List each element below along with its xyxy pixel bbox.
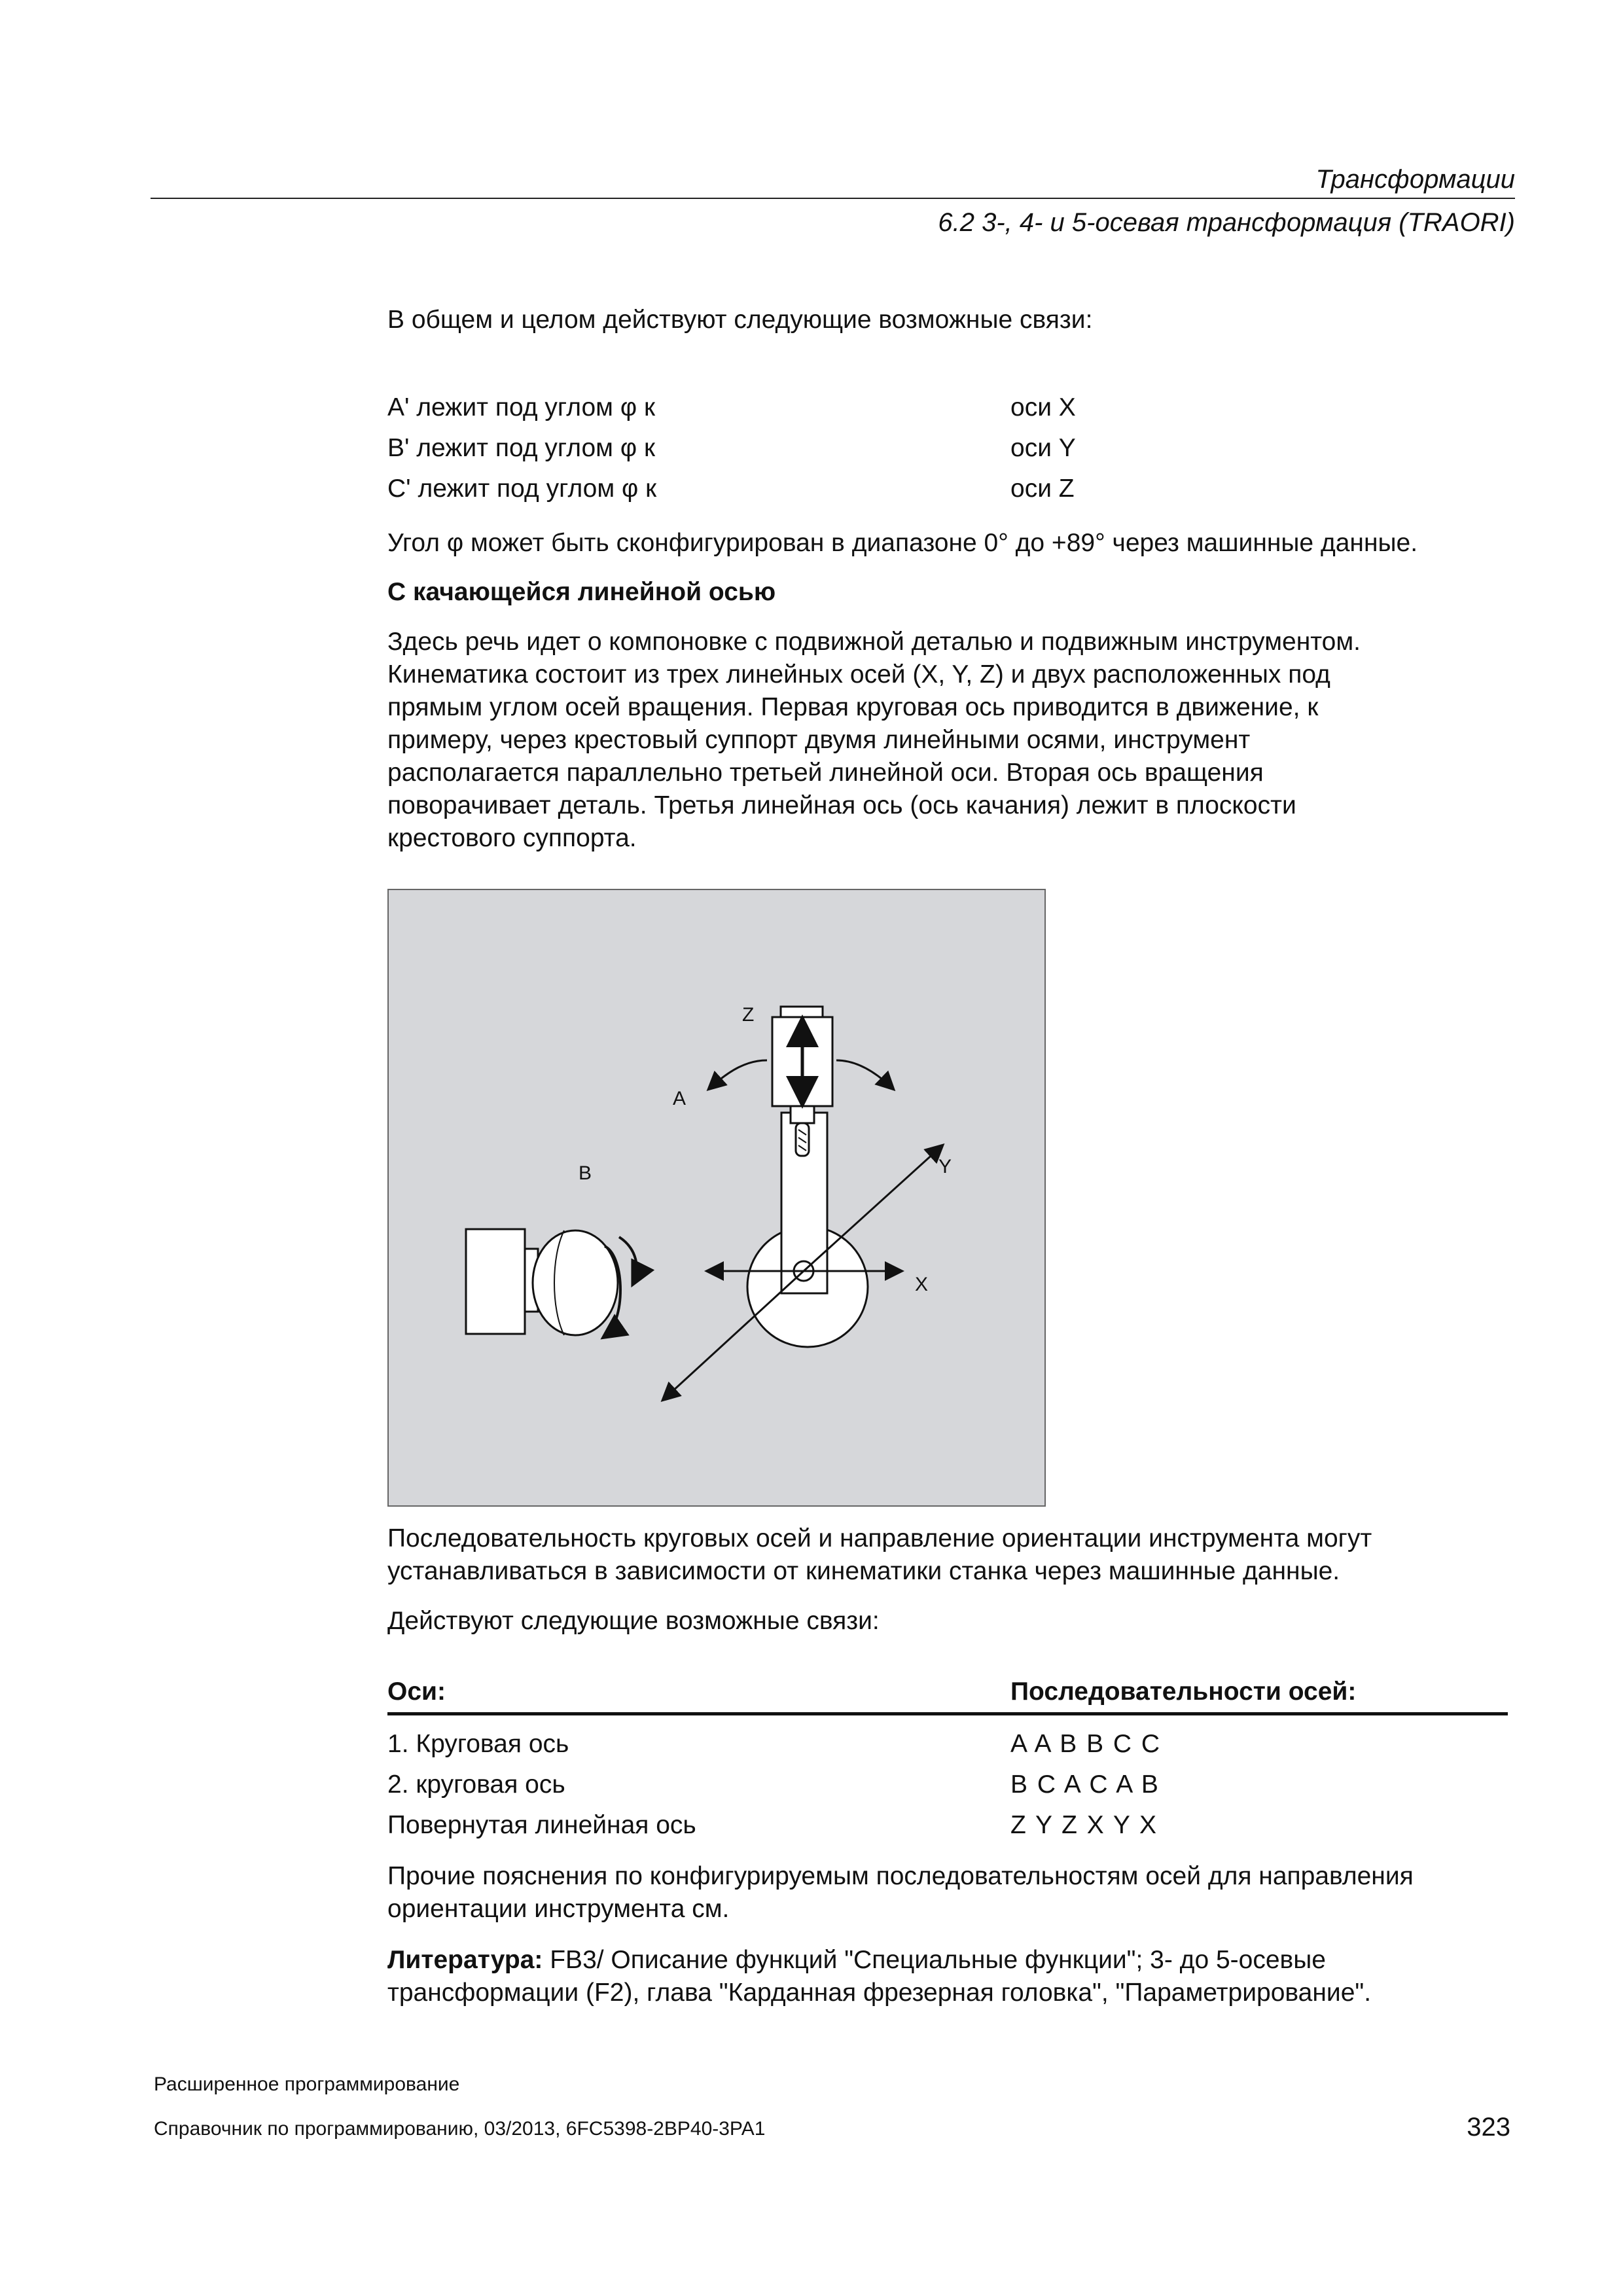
relation-left: A' лежит под углом φ к [387, 393, 656, 422]
paragraph-line: прямым углом осей вращения. Первая круговая ось приводится в движение, к [387, 693, 1319, 721]
paragraph-line: Прочие пояснения по конфигурируемым последовательностям осей для направления [387, 1862, 1414, 1890]
table-row-value: Z Y Z X Y X [1010, 1811, 1158, 1839]
workpiece-holder [466, 1229, 618, 1335]
relations2-intro: Действуют следующие возможные связи: [387, 1607, 880, 1635]
a-rotation-arrow [709, 1060, 767, 1088]
relation-left: B' лежит под углом φ к [387, 434, 656, 462]
z-axis-label: Z [742, 1004, 755, 1026]
table-row-label: 2. круговая ось [387, 1770, 565, 1799]
relation-right: оси Y [1010, 434, 1076, 462]
table-row-value: A A B B C C [1010, 1730, 1162, 1758]
table-row-value: B C A C A B [1010, 1770, 1160, 1799]
paragraph-line: Кинематика состоит из трех линейных осей (X, Y, Z) и двух расположенных под [387, 660, 1330, 689]
literature-text: трансформации (F2), глава "Карданная фрезерная головка", "Параметрирование". [387, 1979, 1372, 2007]
footer-line: Справочник по программированию, 03/2013, 6FC5398-2BP40-3PA1 [154, 2118, 766, 2140]
literature-line [387, 1944, 1513, 1977]
b-axis-label: B [579, 1162, 592, 1184]
b-rotation-arrow [619, 1237, 637, 1283]
table-row-label: Повернутая линейная ось [387, 1811, 696, 1839]
relation-left: C' лежит под углом φ к [387, 475, 657, 503]
spindle-cap [781, 1007, 823, 1017]
relation-right: оси Z [1010, 475, 1075, 503]
table-header-axes: Оси: [387, 1677, 446, 1706]
paragraph-line: устанавливаться в зависимости от кинематики станка через машинные данные. [387, 1557, 1340, 1585]
intro-text: В общем и целом действуют следующие возможные связи: [387, 306, 1093, 334]
x-axis-label: X [915, 1274, 929, 1295]
table-header-sequences: Последовательности осей: [1010, 1677, 1357, 1706]
page-number: 323 [1467, 2113, 1510, 2142]
subheading: С качающейся линейной осью [387, 578, 776, 606]
header-section-title: Трансформации [1315, 165, 1515, 194]
header-rule [151, 198, 1515, 199]
relation-right: оси X [1010, 393, 1076, 422]
angle-note: Угол φ может быть сконфигурирован в диапазоне 0° до +89° через машинные данные. [387, 529, 1418, 557]
table-row-label: 1. Круговая ось [387, 1730, 569, 1758]
a-rotation-arrow [836, 1060, 893, 1088]
literature-label: Литература: [387, 1946, 543, 1974]
kinematics-figure [387, 889, 1046, 1507]
literature-text: FB3/ Описание функций "Специальные функции"; 3- до 5-осевые [550, 1946, 1326, 1974]
a-axis-label: A [673, 1088, 687, 1109]
paragraph-line: ориентации инструмента см. [387, 1895, 730, 1923]
footer-line: Расширенное программирование [154, 2073, 460, 2095]
paragraph-line: Здесь речь идет о компоновке с подвижной деталью и подвижным инструментом. [387, 628, 1361, 656]
paragraph-line: Последовательность круговых осей и направление ориентации инструмента могут [387, 1524, 1372, 1552]
kinematics-diagram [389, 890, 1047, 1508]
header-subsection-title: 6.2 3-, 4- и 5-осевая трансформация (TRAORI) [938, 208, 1515, 237]
paragraph-line: поворачивает деталь. Третья линейная ось (ось качания) лежит в плоскости [387, 791, 1296, 819]
table-header-rule [387, 1712, 1508, 1715]
paragraph-line: крестового суппорта. [387, 824, 637, 852]
paragraph-line: располагается параллельно третьей линейной оси. Вторая ось вращения [387, 759, 1264, 787]
y-axis-label: Y [938, 1156, 952, 1177]
paragraph-line: примеру, через крестовый суппорт двумя линейными осями, инструмент [387, 726, 1251, 754]
tool-shank [791, 1106, 814, 1123]
